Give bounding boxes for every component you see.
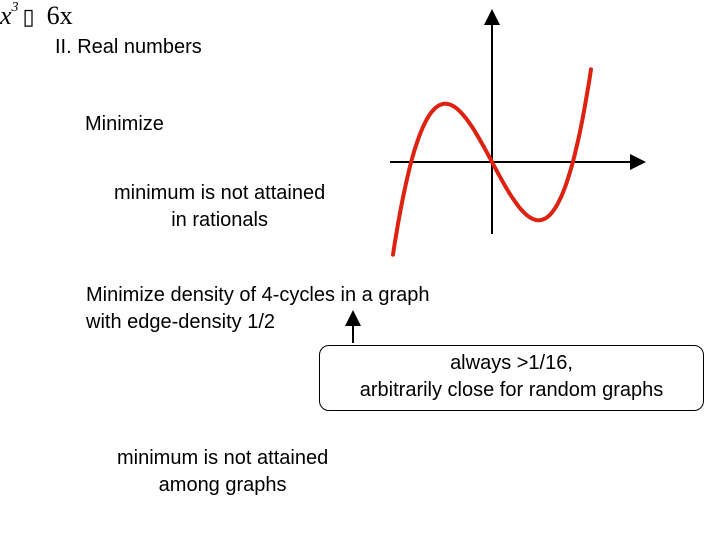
formula-variable: x: [0, 1, 12, 30]
formula-term: 6x: [46, 1, 73, 30]
section-title: II. Real numbers: [55, 36, 202, 58]
graphs-note-line1: minimum is not attained: [117, 447, 329, 469]
density-callout-line2: arbitrarily close for random graphs: [359, 379, 664, 401]
graphs-note-line2: among graphs: [158, 474, 287, 496]
density-callout: [319, 345, 704, 411]
density-callout-line1: always >1/16,: [450, 352, 573, 374]
graph-problem-line2: with edge-density 1/2: [86, 311, 276, 333]
minimize-label: Minimize: [85, 113, 164, 135]
formula-operator-glyph: ▯: [22, 4, 35, 29]
rationals-note-line2: in rationals: [171, 209, 268, 231]
formula-exponent: 3: [11, 0, 19, 15]
graph-problem-line1: Minimize density of 4-cycles in a graph: [86, 284, 430, 306]
graphs-note: [117, 445, 328, 499]
rationals-note-line1: minimum is not attained: [114, 182, 326, 204]
graph-problem: [86, 282, 429, 336]
